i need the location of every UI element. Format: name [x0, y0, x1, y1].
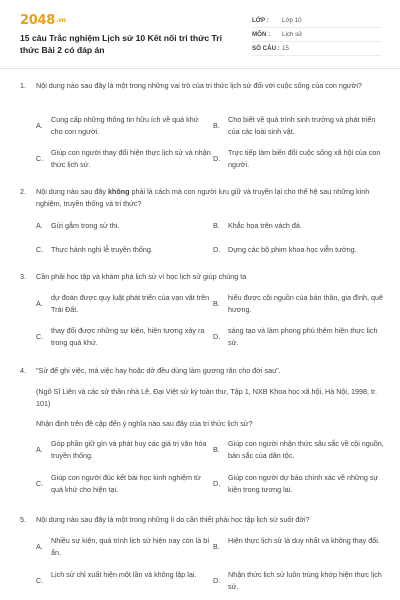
- option-letter: C.: [36, 154, 44, 163]
- meta-row-count: [252, 42, 382, 56]
- option-text: dự đoán được quy luật phát triển của vạn vật trên Trái Đất.: [51, 293, 210, 314]
- option-letter: D.: [213, 576, 221, 585]
- meta-value-subject: Lịch sử: [282, 31, 303, 38]
- logo-text: 2048: [20, 13, 55, 28]
- option-letter: A.: [36, 542, 43, 551]
- meta-key-count: SỐ CÂU :: [252, 45, 280, 52]
- option-text: Góp phần giữ gìn và phát huy các giá trị văn hóa truyền thống.: [51, 439, 207, 460]
- option-text: Gửi gắm trong sử thi.: [51, 221, 120, 230]
- option-letter: D.: [213, 154, 221, 163]
- question-number: 2.: [20, 187, 26, 196]
- option-text: Nhận thức lịch sử luôn trùng khớp hiện thực lịch sử.: [228, 570, 382, 591]
- option-letter: C.: [36, 576, 44, 585]
- question-text: Nội dung nào sau đây là một trong những lí do cần thiết phải học tập lịch sử suốt đời?: [36, 515, 310, 524]
- question-number: 4.: [20, 366, 26, 375]
- question-number: 1.: [20, 81, 26, 90]
- option-letter: C.: [36, 332, 44, 341]
- option-text: Giúp con người nhận thức sâu sắc về cội nguồn, bản sắc của dân tộc.: [228, 439, 384, 460]
- question-text-part: Nội dung nào sau đây: [36, 187, 108, 196]
- page-title: 15 câu Trắc nghiệm Lịch sử 10 Kết nối tri thức Tri thức Bài 2 có đáp án: [20, 33, 223, 55]
- option-letter: B.: [213, 299, 220, 308]
- option-letter: B.: [213, 542, 220, 551]
- question-emphasis: không: [107, 187, 130, 196]
- option-text: Dựng các bộ phim khoa học viễn tưởng.: [228, 245, 357, 254]
- meta-value-count: 15: [282, 45, 289, 52]
- site-logo[interactable]: [20, 13, 66, 28]
- option-text: thay đổi được những sự kiện, hiện tượng xảy ra trong quá khứ.: [51, 326, 205, 347]
- option-text: Trực tiếp làm biến đổi cuộc sống xã hội của con người.: [228, 148, 381, 169]
- question-number: 3.: [20, 272, 26, 281]
- option-letter: A.: [36, 221, 43, 230]
- option-text: Giúp con người dự báo chính xác về những sự kiện trong tương lai.: [228, 473, 379, 494]
- question-text-part: phải là cách mà con người lưu giữ và truyền lại cho thế hệ sau những kinh nghiệm, truyền thống và tri thức?: [36, 187, 370, 208]
- meta-table: [252, 14, 382, 56]
- option-text: Cung cấp những thông tin hữu ích về quá khứ cho con người.: [51, 115, 199, 136]
- option-text: Nhiều sự kiện, quá trình lịch sử hiện nay còn là bí ẩn.: [51, 536, 210, 557]
- option-text: Giúp con người thay đổi hiện thực lịch sử và nhận thức lịch sử.: [51, 148, 211, 169]
- option-text: Cho biết về quá trình sinh trưởng và phát triển của các loài sinh vật.: [228, 115, 376, 136]
- option-letter: B.: [213, 221, 220, 230]
- option-letter: A.: [36, 121, 43, 130]
- option-text: hiểu được cội nguồn của bản thân, gia đình, quê hương.: [228, 293, 383, 314]
- quote-source: (Ngô Sĩ Liên và các sử thần nhà Lê, Đại Việt sử ký toàn thư, Tập 1, NXB Khoa học xã hội, Hà Nội, 1998, tr. 101): [36, 387, 377, 408]
- option-letter: C.: [36, 245, 44, 254]
- question-text: Nội dung nào sau đây là một trong những vai trò của tri thức lịch sử đối với cuộc sống của con người?: [36, 81, 362, 90]
- question-text: [36, 186, 381, 210]
- option-letter: B.: [213, 445, 220, 454]
- page-header: [0, 0, 400, 69]
- meta-key-subject: MÔN :: [252, 31, 271, 38]
- option-letter: D.: [213, 479, 221, 488]
- option-letter: B.: [213, 121, 220, 130]
- option-text: sáng tạo và làm phong phú thêm hiện thực lịch sử.: [228, 326, 378, 347]
- option-text: Giúp con người đúc kết bài học kinh nghiệm từ quá khứ cho hiện tại.: [51, 473, 201, 494]
- option-text: Khắc họa trên vách đá.: [228, 221, 302, 230]
- option-letter: D.: [213, 332, 221, 341]
- option-letter: D.: [213, 245, 221, 254]
- question-text: "Sử để ghi việc, mà việc hay hoặc dở đều dùng làm gương răn cho đời sau".: [36, 366, 281, 375]
- option-text: Lịch sử chỉ xuất hiện một lần và không lặp lại.: [51, 570, 197, 579]
- option-letter: A.: [36, 445, 43, 454]
- option-text: Thực hành nghi lễ truyền thống.: [51, 245, 153, 254]
- question-prompt: Nhận định trên đề cập đến ý nghĩa nào sau đây của tri thức lịch sử?: [36, 419, 253, 428]
- meta-row-grade: [252, 14, 382, 28]
- logo-suffix: .vn: [55, 17, 66, 24]
- meta-row-subject: [252, 28, 382, 42]
- meta-value-grade: Lớp 10: [282, 17, 302, 24]
- option-letter: A.: [36, 299, 43, 308]
- option-letter: C.: [36, 479, 44, 488]
- meta-key-grade: LỚP :: [252, 17, 269, 24]
- option-text: Hiện thực lịch sử là duy nhất và không thay đổi.: [228, 536, 380, 545]
- question-number: 5.: [20, 515, 26, 524]
- question-text: Cần phải học tập và khám phá lịch sử vì học lịch sử giúp chúng ta: [36, 272, 247, 281]
